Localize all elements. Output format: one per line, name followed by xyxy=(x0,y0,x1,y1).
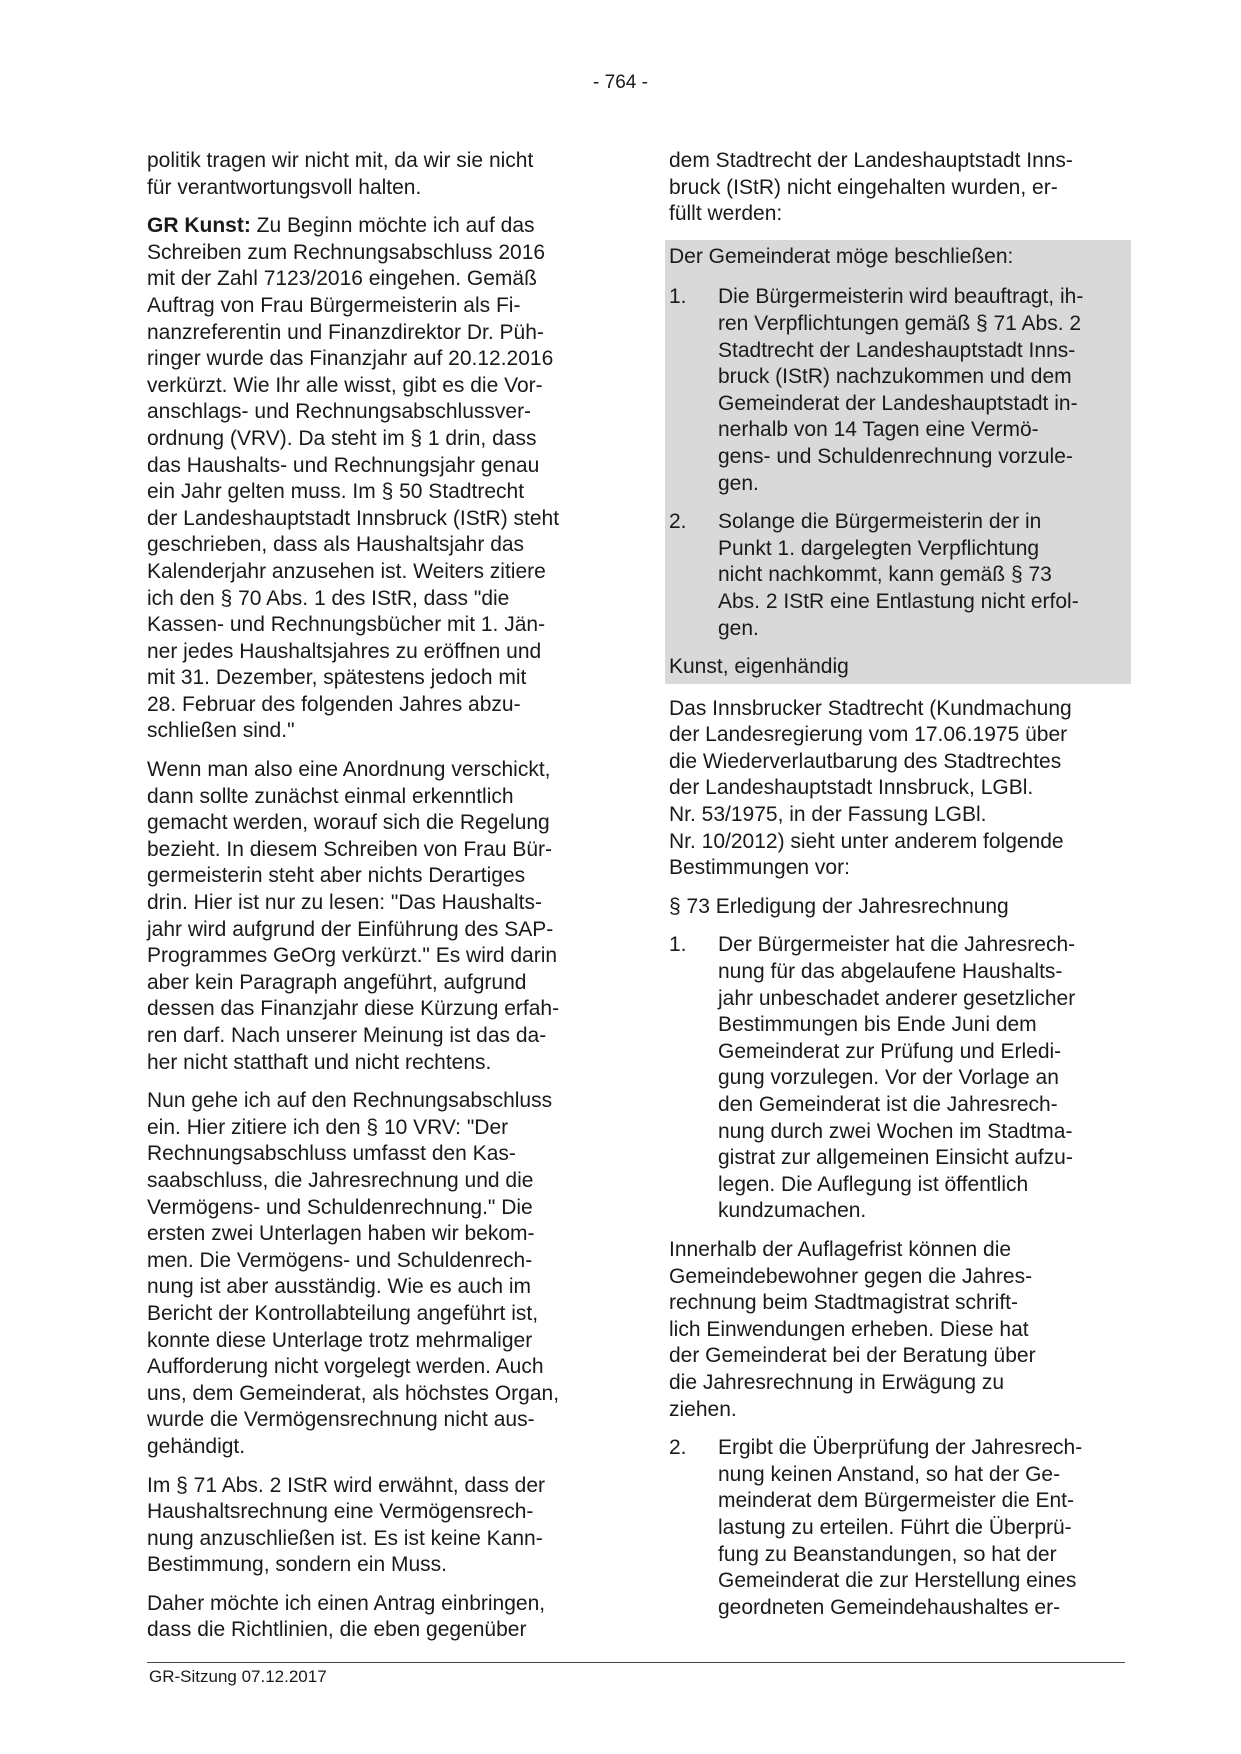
law-item xyxy=(669,1435,1125,1621)
text-line: ordnung (VRV). Da steht im § 1 drin, dass xyxy=(147,426,537,450)
text-line: politik tragen wir nicht mit, da wir sie nicht xyxy=(147,149,534,172)
text-line: Innerhalb der Auflagefrist können die xyxy=(669,1237,1012,1261)
text-line: schließen sind." xyxy=(147,719,295,743)
text-line: gistrat zur allgemeinen Einsicht aufzu- xyxy=(718,1146,1073,1170)
text-line: nung für das abgelaufene Haushalts- xyxy=(718,960,1063,984)
text-line: ner jedes Haushaltsjahres zu eröffnen und xyxy=(147,639,542,663)
text-line: gens- und Schuldenrechnung vorzule- xyxy=(718,444,1073,468)
motion-item xyxy=(669,509,1125,642)
law-item xyxy=(669,932,1125,1225)
text-line: gung vorzulegen. Vor der Vorlage an xyxy=(718,1066,1059,1090)
text-line: ich den § 70 Abs. 1 des IStR, dass "die xyxy=(147,586,510,610)
text-line: ersten zwei Unterlagen haben wir bekom- xyxy=(147,1222,535,1246)
section-heading: § 73 Erledigung der Jahresrechnung xyxy=(669,894,1009,918)
text-line: 28. Februar des folgenden Jahres abzu- xyxy=(147,692,521,716)
law-item-subparagraph xyxy=(669,1237,1125,1423)
text-line: mit 31. Dezember, spätestens jedoch mit xyxy=(147,666,527,690)
text-line: kundzumachen. xyxy=(718,1199,867,1223)
text-line: Gemeinderat der Landeshauptstadt in- xyxy=(718,391,1078,415)
text-line: gen. xyxy=(718,616,759,640)
text-line: Gemeindebewohner gegen die Jahres- xyxy=(669,1264,1033,1288)
text-line: die Wiederverlautbarung des Stadtrechtes xyxy=(669,749,1062,773)
text-line: geschrieben, dass als Haushaltsjahr das xyxy=(147,533,525,557)
text-line: ein. Hier zitiere ich den § 10 VRV: "Der xyxy=(147,1115,509,1139)
text-line: nung keinen Anstand, so hat der Ge- xyxy=(718,1462,1061,1486)
item-text xyxy=(718,284,1125,497)
item-text xyxy=(718,509,1125,642)
text-line: Haushaltsrechnung eine Vermögensrech- xyxy=(147,1500,534,1524)
text-line: meinderat dem Bürgermeister die Ent- xyxy=(718,1489,1074,1513)
text-line: geordneten Gemeindehaushaltes er- xyxy=(718,1595,1061,1619)
text-line: mit der Zahl 7123/2016 eingehen. Gemäß xyxy=(147,267,537,291)
text-line: dessen das Finanzjahr diese Kürzung erfah- xyxy=(147,997,560,1021)
text-line: Bericht der Kontrollabteilung angeführt ist, xyxy=(147,1301,539,1325)
text-line: uns, dem Gemeinderat, als höchstes Organ, xyxy=(147,1381,560,1405)
text-line: nicht nachkommt, kann gemäß § 73 xyxy=(718,563,1052,587)
paragraph-speaker-kunst xyxy=(147,213,602,745)
text-line: her nicht statthaft und nicht rechtens. xyxy=(147,1050,492,1074)
left-column xyxy=(147,148,602,1656)
paragraph-continuation xyxy=(147,148,602,201)
text-line: Gemeinderat zur Prüfung und Erledi- xyxy=(718,1039,1062,1063)
text-line: Bestimmung, sondern ein Muss. xyxy=(147,1553,447,1577)
text-line: nung anzuschließen ist. Es ist keine Kann- xyxy=(147,1526,543,1550)
text-line: gehändigt. xyxy=(147,1434,246,1458)
text-line: dann sollte zunächst einmal erkenntlich xyxy=(147,784,514,808)
text-line: dem Stadtrecht der Landeshauptstadt Inns- xyxy=(669,149,1073,172)
text-line: Gemeinderat die zur Herstellung eines xyxy=(718,1569,1077,1593)
text-line: dass die Richtlinien, die eben gegenüber xyxy=(147,1618,527,1642)
text-line: lich Einwendungen erheben. Diese hat xyxy=(669,1317,1029,1341)
paragraph xyxy=(147,1088,602,1460)
text-line: füllt werden: xyxy=(669,202,783,226)
text-line: wurde die Vermögensrechnung nicht aus- xyxy=(147,1408,535,1432)
text-line: bruck (IStR) nicht eingehalten wurden, er- xyxy=(669,175,1058,199)
text-line: Vermögens- und Schuldenrechnung." Die xyxy=(147,1195,533,1219)
text-line: verkürzt. Wie Ihr alle wisst, gibt es die Vor- xyxy=(147,373,543,397)
text-line: drin. Hier ist nur zu lesen: "Das Haushalts- xyxy=(147,891,542,915)
text-line: gemacht werden, worauf sich die Regelung xyxy=(147,811,550,835)
text-line: Wenn man also eine Anordnung verschickt, xyxy=(147,758,551,782)
text-line: Auftrag von Frau Bürgermeisterin als Fi- xyxy=(147,293,521,317)
item-text xyxy=(718,932,1125,1225)
text-line: nerhalb von 14 Tagen eine Vermö- xyxy=(718,418,1039,442)
text-line: nanzreferentin und Finanzdirektor Dr. Püh- xyxy=(147,320,544,344)
text-line: Programmes GeOrg verkürzt." Es wird darin xyxy=(147,944,558,968)
text-line: ren darf. Nach unserer Meinung ist das da- xyxy=(147,1024,547,1047)
text-line: lastung zu erteilen. Führt die Überprü- xyxy=(718,1515,1072,1539)
text-line: Bestimmungen vor: xyxy=(669,856,850,880)
text-line: ein Jahr gelten muss. Im § 50 Stadtrecht xyxy=(147,480,525,504)
text-line: Der Bürgermeister hat die Jahresrech- xyxy=(718,933,1076,957)
text-line: ringer wurde das Finanzjahr auf 20.12.2016 xyxy=(147,347,554,371)
item-number: 1. xyxy=(669,285,687,309)
text-line: Zu Beginn möchte ich auf das xyxy=(250,214,535,238)
footer-divider xyxy=(147,1662,1125,1663)
paragraph-continuation xyxy=(669,148,1125,228)
item-number: 1. xyxy=(669,933,687,957)
text-line: Nr. 53/1975, in der Fassung LGBl. xyxy=(669,803,987,827)
text-line: konnte diese Unterlage trotz mehrmaliger xyxy=(147,1328,533,1352)
page-number: - 764 - xyxy=(593,72,648,93)
text-line: Nr. 10/2012) sieht unter anderem folgende xyxy=(669,829,1064,853)
text-line: men. Die Vermögens- und Schuldenrech- xyxy=(147,1248,533,1272)
text-line: der Landeshauptstadt Innsbruck (IStR) steht xyxy=(147,506,560,530)
text-line: der Gemeinderat bei der Beratung über xyxy=(669,1344,1036,1368)
text-line: Kalenderjahr anzusehen ist. Weiters zitiere xyxy=(147,559,546,583)
text-line: Schreiben zum Rechnungsabschluss 2016 xyxy=(147,240,546,264)
text-line: aber kein Paragraph angeführt, aufgrund xyxy=(147,970,527,994)
text-line: der Landeshauptstadt Innsbruck, LGBl. xyxy=(669,776,1034,800)
text-line: jahr unbeschadet anderer gesetzlicher xyxy=(718,986,1076,1010)
law-list xyxy=(669,932,1125,1621)
text-line: der Landesregierung vom 17.06.1975 über xyxy=(669,723,1068,747)
text-line: Bestimmungen bis Ende Juni dem xyxy=(718,1013,1037,1037)
text-line: nung ist aber ausständig. Wie es auch im xyxy=(147,1275,532,1299)
item-number: 2. xyxy=(669,510,687,534)
paragraph xyxy=(147,1591,602,1644)
footer-session-label: GR-Sitzung 07.12.2017 xyxy=(149,1667,327,1686)
text-line: den Gemeinderat ist die Jahresrech- xyxy=(718,1093,1058,1116)
text-line: Rechnungsabschluss umfasst den Kas- xyxy=(147,1142,516,1166)
text-line: nung durch zwei Wochen im Stadtma- xyxy=(718,1119,1073,1143)
speaker-name: GR Kunst: xyxy=(147,214,251,238)
text-line: für verantwortungsvoll halten. xyxy=(147,175,422,199)
text-line: Abs. 2 IStR eine Entlastung nicht erfol- xyxy=(718,589,1079,613)
text-line: Punkt 1. dargelegten Verpflichtung xyxy=(718,536,1040,560)
text-line: bruck (IStR) nachzukommen und dem xyxy=(718,365,1072,389)
motion-heading: Der Gemeinderat möge beschließen: xyxy=(669,244,1014,268)
text-line: fung zu Beanstandungen, so hat der xyxy=(718,1542,1057,1566)
text-line: Nun gehe ich auf den Rechnungsabschluss xyxy=(147,1089,553,1113)
text-line: anschlags- und Rechnungsabschlussver- xyxy=(147,400,532,424)
text-line: Solange die Bürgermeisterin der in xyxy=(718,510,1042,534)
text-line: rechnung beim Stadtmagistrat schrift- xyxy=(669,1291,1018,1315)
text-line: legen. Die Auflegung ist öffentlich xyxy=(718,1172,1029,1196)
text-line: Im § 71 Abs. 2 IStR wird erwähnt, dass der xyxy=(147,1473,546,1497)
motion-box xyxy=(665,240,1131,684)
paragraph xyxy=(669,696,1125,882)
text-line: gen. xyxy=(718,471,759,495)
item-number: 2. xyxy=(669,1436,687,1460)
text-line: jahr wird aufgrund der Einführung des SAP- xyxy=(147,917,554,941)
text-line: germeisterin steht aber nichts Derartiges xyxy=(147,864,526,888)
text-line: Stadtrecht der Landeshauptstadt Inns- xyxy=(718,338,1076,362)
paragraph xyxy=(147,1473,602,1579)
text-line: Daher möchte ich einen Antrag einbringen, xyxy=(147,1591,546,1615)
text-line: Ergibt die Überprüfung der Jahresrech- xyxy=(718,1436,1083,1460)
right-column xyxy=(669,148,1125,1633)
paragraph xyxy=(147,757,602,1076)
motion-signature: Kunst, eigenhändig xyxy=(669,655,849,679)
text-line: ren Verpflichtungen gemäß § 71 Abs. 2 xyxy=(718,311,1082,335)
text-line: die Jahresrechnung in Erwägung zu xyxy=(669,1370,1005,1394)
motion-item xyxy=(669,284,1125,497)
text-line: saabschluss, die Jahresrechnung und die xyxy=(147,1168,534,1192)
text-line: bezieht. In diesem Schreiben von Frau Bür- xyxy=(147,837,553,861)
text-line: Aufforderung nicht vorgelegt werden. Auch xyxy=(147,1355,544,1379)
text-line: Das Innsbrucker Stadtrecht (Kundmachung xyxy=(669,696,1072,720)
text-line: Kassen- und Rechnungsbücher mit 1. Jän- xyxy=(147,613,546,637)
text-line: Die Bürgermeisterin wird beauftragt, ih- xyxy=(718,285,1084,309)
item-text xyxy=(718,1435,1125,1621)
text-line: ziehen. xyxy=(669,1397,737,1421)
text-line: das Haushalts- und Rechnungsjahr genau xyxy=(147,453,540,477)
